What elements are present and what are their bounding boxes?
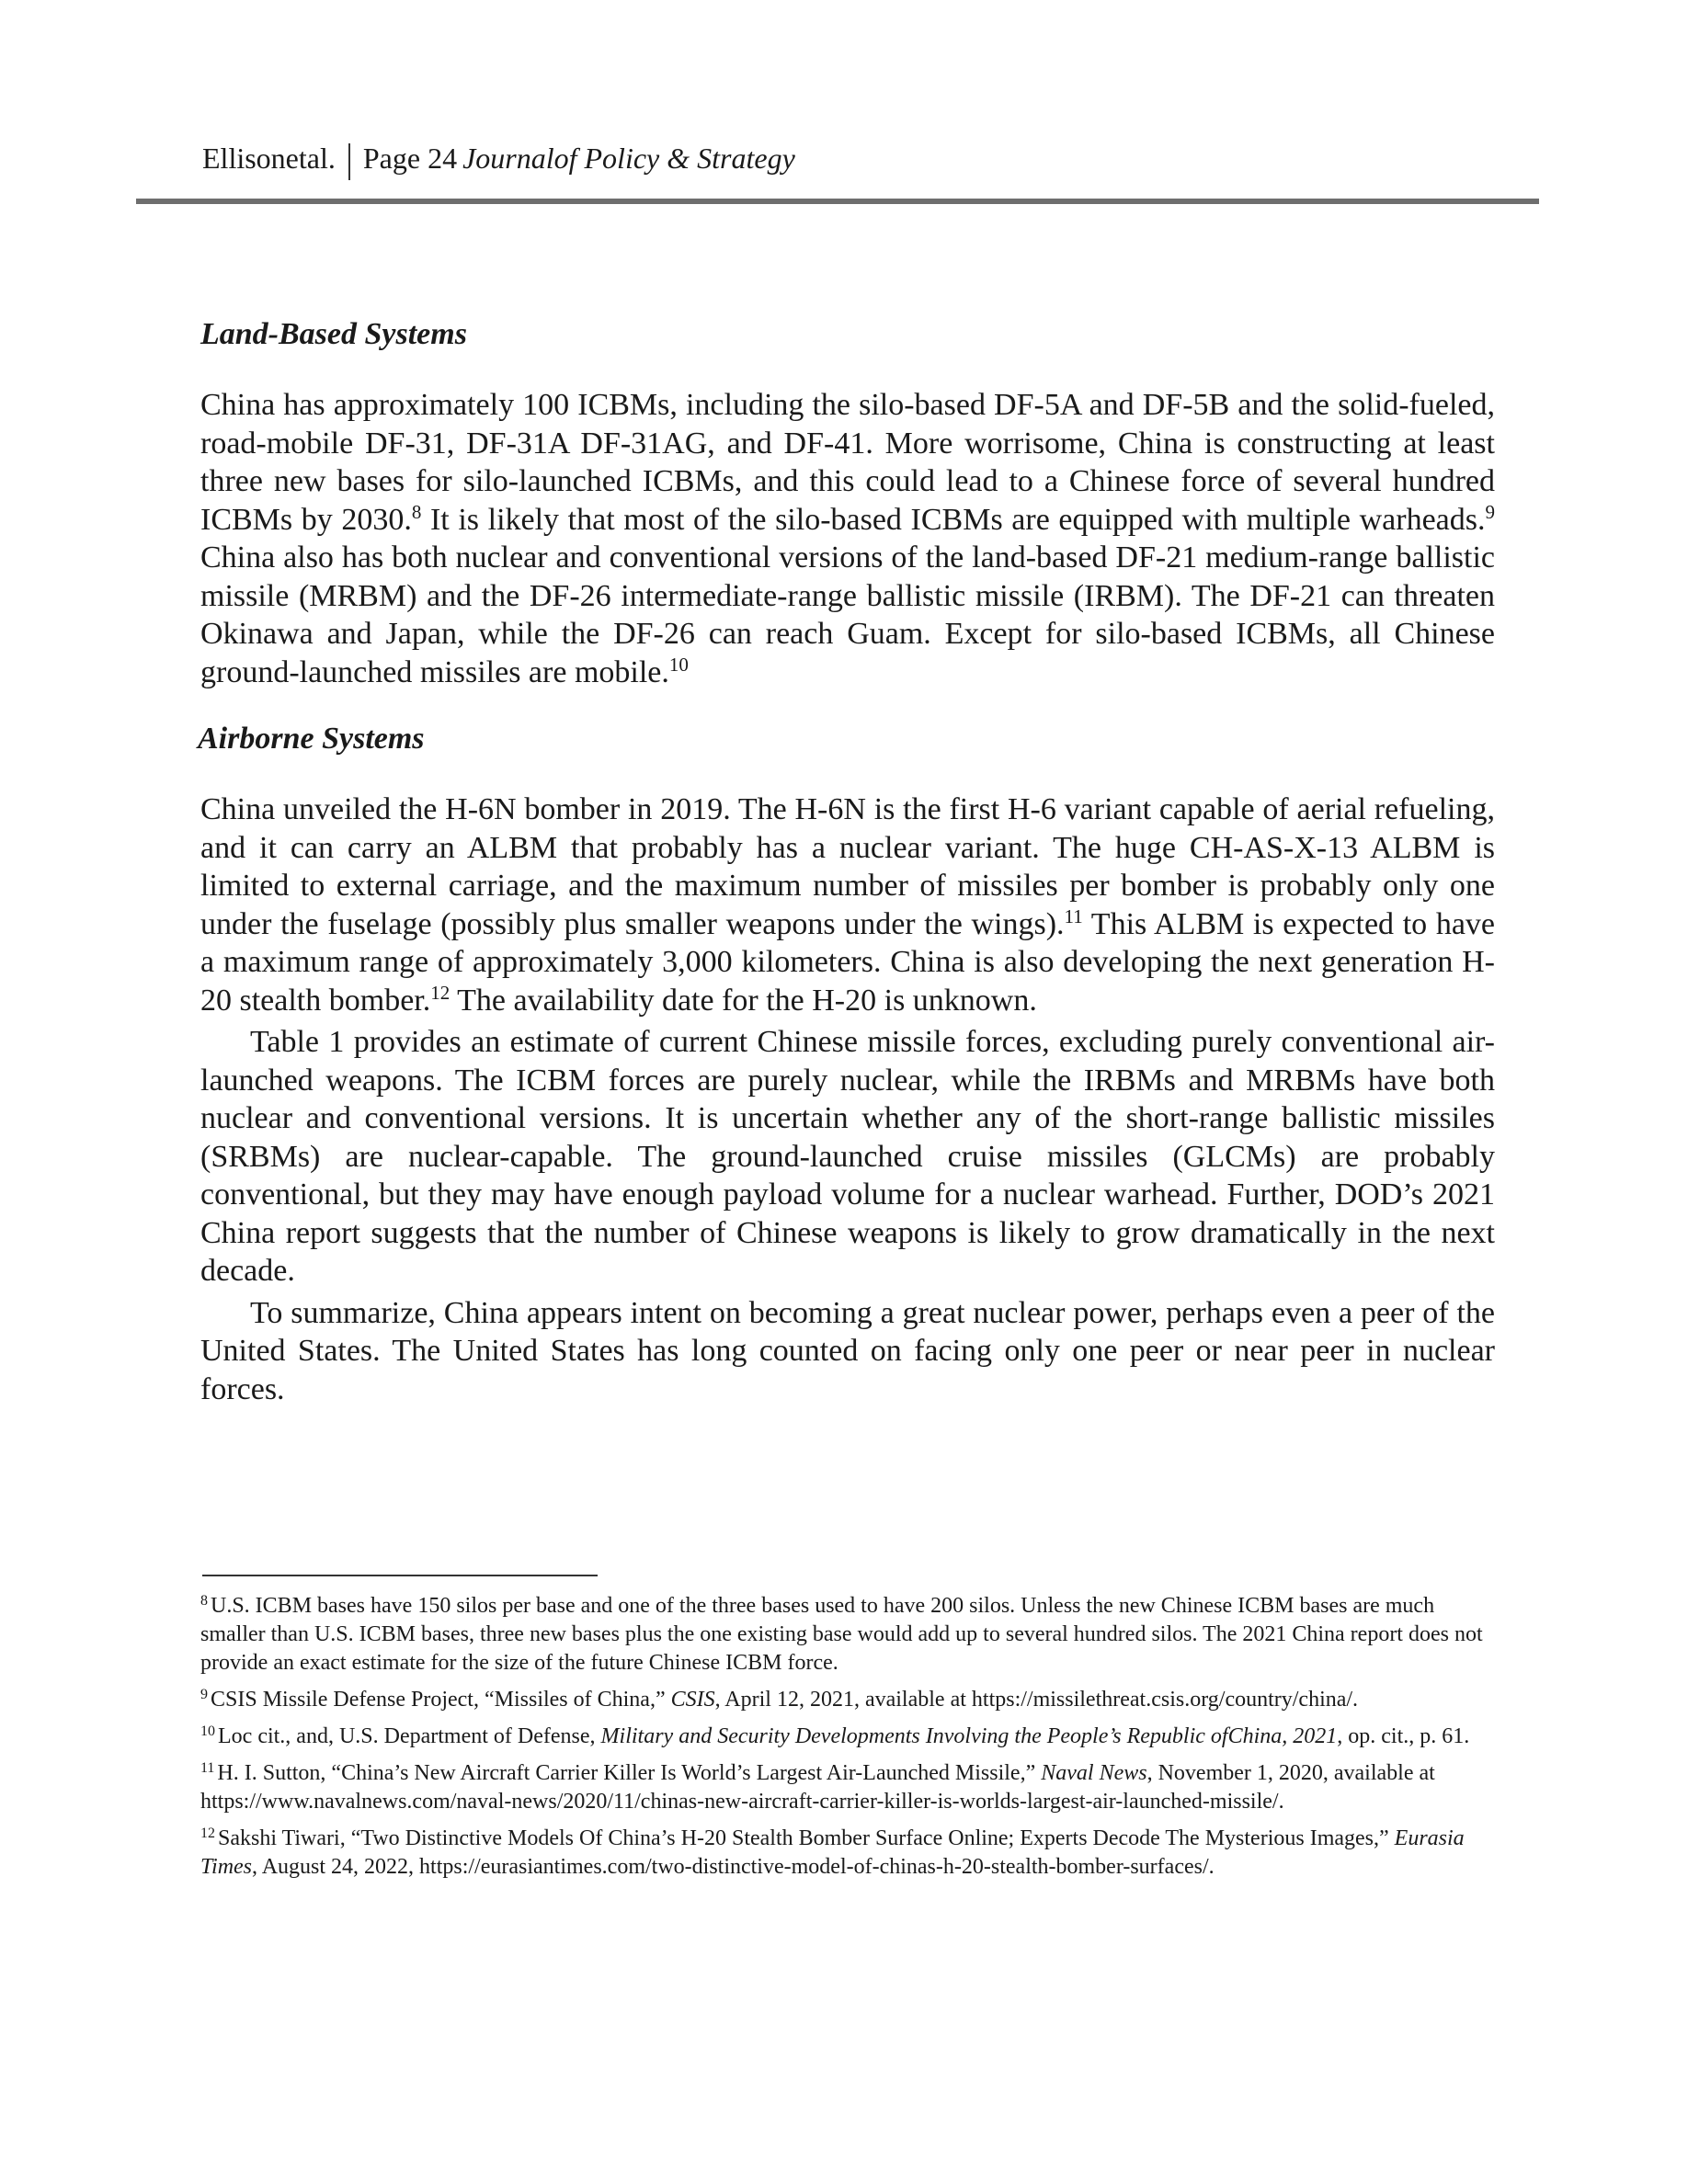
footnote-number: 11 xyxy=(200,1760,215,1776)
header-authors: Ellisonetal. xyxy=(202,142,336,175)
header-journal-title: Journalof Policy & Strategy xyxy=(462,142,795,175)
footnote-9: $^9$ CSIS Missile Defense Project, “Missiles of China,” CSIS, April 12, 2021, available at https://missilethreat.csis.org/country/china/. xyxy=(200,1687,1359,1712)
footnote-ref-9[interactable]: 9 xyxy=(1485,500,1495,523)
running-header xyxy=(202,138,795,180)
footnote-11: $^{11}$ H. I. Sutton, “China’s New Aircraft Carrier Killer Is World’s Largest Air-Launched Missile,” Naval News, November 1, 2020, available at https://www.navalnews.com/naval-news/2020/11/chinas-new-aircraft-carrier-killer-is-worlds-largest-air-launched-missile/. xyxy=(200,1760,1435,1814)
footnote-separator xyxy=(202,1575,598,1576)
footnote-ref-10[interactable]: 10 xyxy=(668,653,689,676)
paragraph-conclusion: To summarize, China appears intent on becoming a great nuclear power, perhaps even a peer of the United States. The United States has long counted on facing only one peer or near peer in nuclear forces. xyxy=(200,1295,1495,1406)
footnote-12: $^{12}$ Sakshi Tiwari, “Two Distinctive Models Of China’s H-20 Stealth Bomber Surface Online; Experts Decode The Mysterious Images,” Eurasia Times, August 24, 2022, https://eurasiantimes.com/two-distinctive-model-of-chinas-h-20-stealth-bomber-surfaces/. xyxy=(200,1826,1465,1879)
section-heading-land-based: Land-Based Systems xyxy=(200,317,467,351)
body-text xyxy=(200,313,1495,1408)
footnotes xyxy=(200,1592,1495,1890)
section-heading-airborne: Airborne Systems xyxy=(198,722,425,756)
footnote-number: 8 xyxy=(200,1593,208,1609)
footnote-number: 9 xyxy=(200,1687,208,1702)
footnote-ref-11[interactable]: 11 xyxy=(1064,904,1083,927)
paragraph-land-based: China has approximately 100 ICBMs, including the silo-based DF-5A and DF-5B and the solid-fueled, road-mobile DF-31, DF-31A DF-31AG, and DF-41. More worrisome, China is constructing at least three new bases for silo-launched ICBMs, and this could lead to a Chinese force of several hundred ICBMs by 2030.$^8$ It is likely that most of the silo-based ICBMs are equipped with multiple warheads.$^9$ China also has both nuclear and conventional versions of the land-based DF-21 medium-range ballistic missile (MRBM) and the DF-26 intermediate-range ballistic missile (IRBM). The DF-21 can threaten Okinawa and Japan, while the DF-26 can reach Guam. Except for silo-based ICBMs, all Chinese ground-launched missiles are mobile.$^{10}$ xyxy=(200,388,1495,689)
footnote-ref-12[interactable]: 12 xyxy=(430,981,451,1004)
paragraph-table-summary: Table 1 provides an estimate of current Chinese missile forces, excluding purely conventional air-launched weapons. The ICBM forces are purely nuclear, while the IRBMs and MRBMs have both nuclear and conventional versions. It is uncertain whether any of the short-range ballistic missiles (SRBMs) are nuclear-capable. The ground-launched cruise missiles (GLCMs) are probably conventional, but they may have enough payload volume for a nuclear warhead. Further, DOD’s 2021 China report suggests that the number of Chinese weapons is likely to grow dramatically in the next decade. xyxy=(200,1025,1495,1288)
footnote-number: 12 xyxy=(200,1826,215,1841)
footnote-number: 10 xyxy=(200,1723,215,1739)
header-separator xyxy=(348,143,350,180)
footnote-8: $^8$ U.S. ICBM bases have 150 silos per base and one of the three bases used to have 200 silos. Unless the new Chinese ICBM bases are much smaller than U.S. ICBM bases, three new bases plus the one existing base would add up to several hundred silos. The 2021 China report does not provide an exact estimate for the size of the future Chinese ICBM force. xyxy=(200,1593,1483,1675)
header-page-number: Page 24 xyxy=(362,142,458,175)
footnote-10: $^{10}$ Loc cit., and, U.S. Department of Defense, Military and Security Developments Involving the People’s Republic ofChina, 2021, op. cit., p. 61. xyxy=(200,1723,1470,1748)
header-rule xyxy=(136,199,1539,204)
paragraph-airborne: China unveiled the H-6N bomber in 2019. The H-6N is the first H-6 variant capable of aerial refueling, and it can carry an ALBM that probably has a nuclear variant. The huge CH-AS-X-13 ALBM is limited to external carriage, and the maximum number of missiles per bomber is probably only one under the fuselage (possibly plus smaller weapons under the wings).$^{11}$ This ALBM is expected to have a maximum range of approximately 3,000 kilometers. China is also developing the next generation H-20 stealth bomber.$^{12}$ The availability date for the H-20 is unknown. xyxy=(200,792,1495,1018)
footnote-ref-8[interactable]: 8 xyxy=(411,500,422,523)
